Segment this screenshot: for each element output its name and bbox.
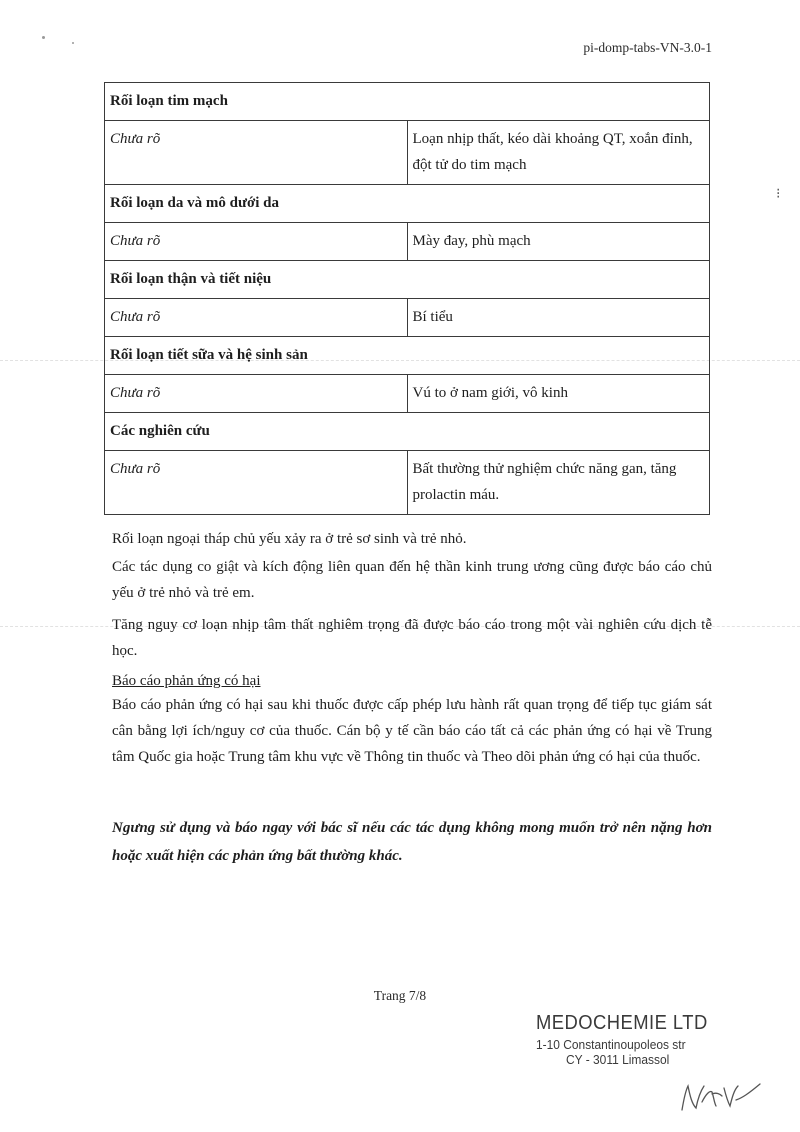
adverse-reactions-table bbox=[104, 82, 710, 515]
paragraph-arrhythmia: Tăng nguy cơ loạn nhịp tâm thất nghiêm trọng đã được báo cáo trong một vài nghiên cứu dịch tễ học. bbox=[112, 617, 712, 659]
edge-mark: ⁝ bbox=[776, 186, 781, 202]
paragraph-reporting: Báo cáo phản ứng có hại sau khi thuốc được cấp phép lưu hành rất quan trọng để tiếp tục giám sát cân bằng lợi ích/nguy cơ của thuốc. Cán bộ y tế cần báo cáo tất cả các phản ứng có hại về Trung tâm Quốc gia hoặc Trung tâm khu vực về Thông tin thuốc và Theo dõi phản ứng có hại của thuốc. bbox=[112, 697, 712, 765]
company-stamp bbox=[536, 1012, 726, 1067]
effects-cell: Mày đay, phù mạch bbox=[407, 223, 710, 261]
stamp-address-line1: 1-10 Constantinoupoleos str bbox=[536, 1037, 686, 1052]
document-code: pi-domp-tabs-VN-3.0-1 bbox=[583, 40, 712, 55]
category-heading: Rối loạn tiết sữa và hệ sinh sản bbox=[105, 337, 710, 375]
category-heading: Các nghiên cứu bbox=[105, 413, 710, 451]
handwritten-signature bbox=[676, 1072, 766, 1118]
stamp-address-line2: CY - 3011 Limassol bbox=[566, 1052, 670, 1067]
frequency-cell: Chưa rõ bbox=[105, 223, 408, 261]
paragraph-cns-effects: Các tác dụng co giật và kích động liên quan đến hệ thần kinh trung ương cũng được báo cáo chủ yếu ở trẻ nhỏ và trẻ em. bbox=[112, 559, 712, 601]
frequency-cell: Chưa rõ bbox=[105, 299, 408, 337]
frequency-cell: Chưa rõ bbox=[105, 121, 408, 185]
category-heading: Rối loạn thận và tiết niệu bbox=[105, 261, 710, 299]
paragraph-extrapyramidal: Rối loạn ngoại tháp chủ yếu xảy ra ở trẻ sơ sinh và trẻ nhỏ. bbox=[112, 531, 467, 547]
effects-cell: Bí tiểu bbox=[407, 299, 710, 337]
effects-cell: Vú to ở nam giới, vô kinh bbox=[407, 375, 710, 413]
stamp-company-name: MEDOCHEMIE LTD bbox=[536, 1012, 708, 1034]
effects-cell: Bất thường thử nghiệm chức năng gan, tăng prolactin máu. bbox=[407, 451, 710, 515]
frequency-cell: Chưa rõ bbox=[105, 451, 408, 515]
section-heading-reporting: Báo cáo phản ứng có hại bbox=[112, 673, 261, 689]
category-heading: Rối loạn tim mạch bbox=[105, 83, 710, 121]
effects-cell: Loạn nhịp thất, kéo dài khoảng QT, xoắn đỉnh, đột tử do tim mạch bbox=[407, 121, 710, 185]
page-number: Trang 7/8 bbox=[373, 988, 427, 1003]
scan-speck bbox=[72, 42, 74, 44]
category-heading: Rối loạn da và mô dưới da bbox=[105, 185, 710, 223]
frequency-cell: Chưa rõ bbox=[105, 375, 408, 413]
scan-speck bbox=[42, 36, 45, 39]
warning-statement: Ngưng sử dụng và báo ngay với bác sĩ nếu các tác dụng không mong muốn trở nên nặng hơn hoặc xuất hiện các phản ứng bất thường khác. bbox=[112, 820, 712, 864]
